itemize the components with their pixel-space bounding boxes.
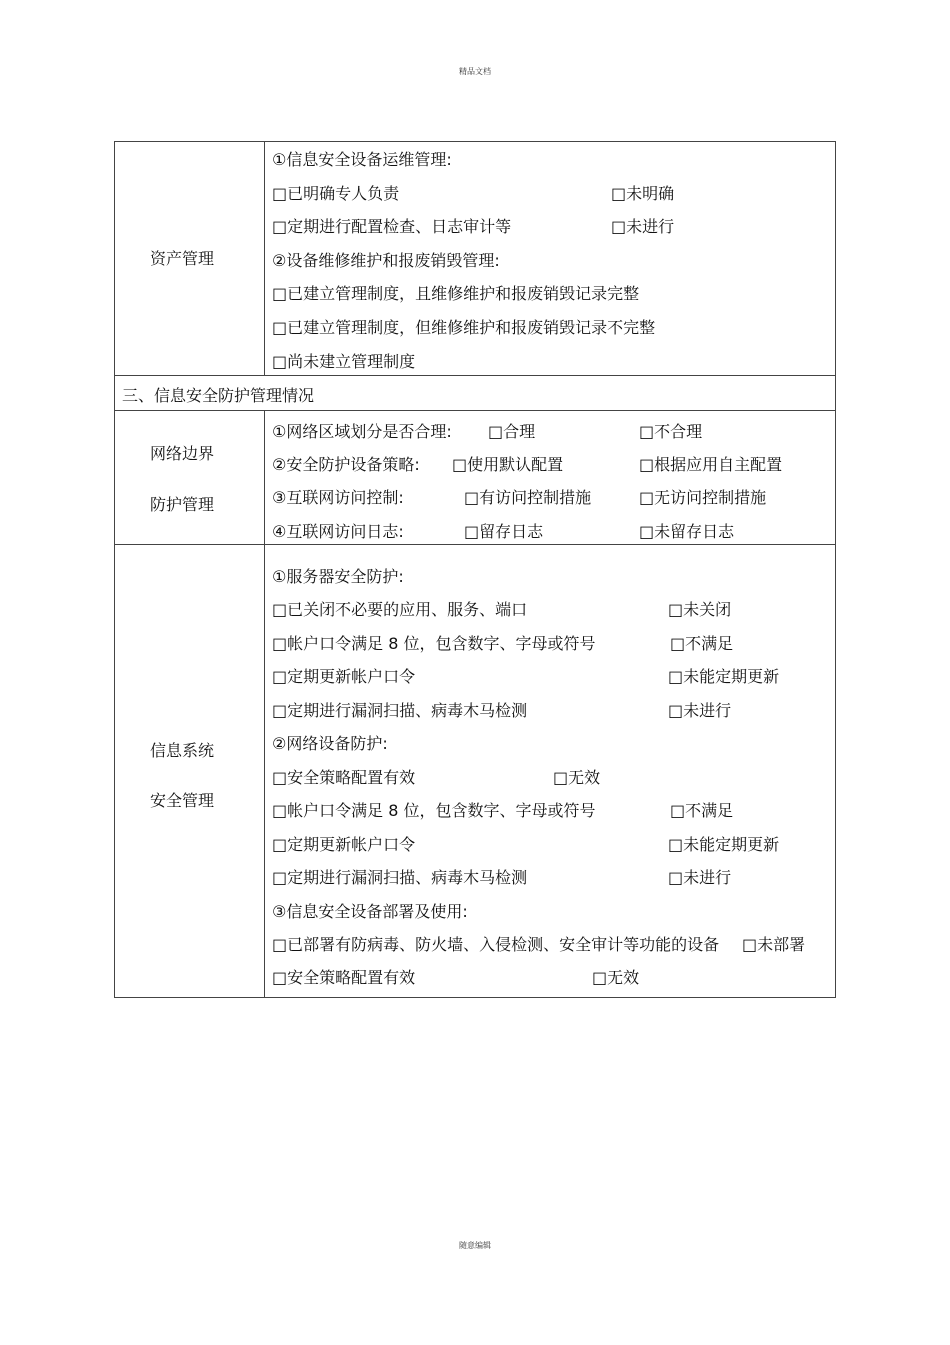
option-default-config[interactable]: □使用默认配置 [452, 455, 564, 474]
option-not-closed[interactable]: □未关闭 [668, 600, 732, 619]
row-label-info-system-2: 安全管理 [150, 791, 215, 810]
question-device-policy: ②安全防护设备策略: [272, 455, 420, 474]
row-label-network-boundary-1: 网络边界 [150, 444, 215, 463]
question-internet-access-control: ③互联网访问控制: [272, 488, 404, 507]
row-label-info-system-1: 信息系统 [150, 741, 215, 760]
option-unreasonable[interactable]: □不合理 [639, 422, 703, 441]
option-no-access-control[interactable]: □无访问控制措施 [639, 488, 767, 507]
option-vuln-scan-server[interactable]: □定期进行漏洞扫描、病毒木马检测 [272, 701, 528, 720]
option-not-performed[interactable]: □未进行 [611, 217, 675, 236]
heading-server-protection: ①服务器安全防护: [272, 567, 404, 586]
option-policy-effective-network[interactable]: □安全策略配置有效 [272, 768, 416, 787]
question-internet-access-log: ④互联网访问日志: [272, 522, 404, 541]
option-policy-ineffective-device[interactable]: □无效 [592, 968, 640, 987]
option-devices-not-deployed[interactable]: □未部署 [742, 935, 806, 954]
option-records-complete[interactable]: □已建立管理制度，且维修维护和报废销毁记录完整 [272, 284, 640, 303]
option-password-policy-network[interactable]: □帐户口令满足 8 位，包含数字、字母或符号 [272, 801, 596, 820]
option-unneeded-closed[interactable]: □已关闭不必要的应用、服务、端口 [272, 600, 528, 619]
option-assigned-person[interactable]: □已明确专人负责 [272, 184, 400, 203]
option-vuln-scan-network[interactable]: □定期进行漏洞扫描、病毒木马检测 [272, 868, 528, 887]
option-periodic-password-update-network[interactable]: □定期更新帐户口令 [272, 835, 416, 854]
heading-network-device-protection: ②网络设备防护: [272, 734, 388, 753]
option-records-incomplete[interactable]: □已建立管理制度，但维修维护和报废销毁记录不完整 [272, 318, 656, 337]
option-custom-config[interactable]: □根据应用自主配置 [639, 455, 783, 474]
option-not-assigned[interactable]: □未明确 [611, 184, 675, 203]
option-no-periodic-update-network[interactable]: □未能定期更新 [668, 835, 780, 854]
section-title-protection: 三、信息安全防护管理情况 [122, 386, 315, 405]
option-periodic-config-check[interactable]: □定期进行配置检查、日志审计等 [272, 217, 512, 236]
row-label-network-boundary-2: 防护管理 [150, 495, 215, 514]
page-footer: 随意编辑 [459, 1241, 491, 1250]
option-password-policy-server[interactable]: □帐户口令满足 8 位，包含数字、字母或符号 [272, 634, 596, 653]
option-password-not-met-network[interactable]: □不满足 [670, 801, 734, 820]
option-password-not-met-server[interactable]: □不满足 [670, 634, 734, 653]
option-no-periodic-update-server[interactable]: □未能定期更新 [668, 667, 780, 686]
option-scan-not-performed-network[interactable]: □未进行 [668, 868, 732, 887]
option-no-system[interactable]: □尚未建立管理制度 [272, 352, 416, 371]
option-policy-ineffective-network[interactable]: □无效 [553, 768, 601, 787]
option-reasonable[interactable]: □合理 [488, 422, 536, 441]
option-devices-deployed[interactable]: □已部署有防病毒、防火墙、入侵检测、安全审计等功能的设备 [272, 935, 720, 954]
option-has-access-control[interactable]: □有访问控制措施 [464, 488, 592, 507]
heading-security-device-deployment: ③信息安全设备部署及使用: [272, 902, 468, 921]
option-log-retained[interactable]: □留存日志 [464, 522, 544, 541]
row-label-asset-management: 资产管理 [150, 249, 215, 268]
option-log-not-retained[interactable]: □未留存日志 [639, 522, 735, 541]
option-policy-effective-device[interactable]: □安全策略配置有效 [272, 968, 416, 987]
asset-heading-maintenance: ①信息安全设备运维管理: [272, 150, 452, 169]
page-header: 精品文档 [459, 67, 491, 76]
option-periodic-password-update-server[interactable]: □定期更新帐户口令 [272, 667, 416, 686]
asset-heading-repair-disposal: ②设备维修维护和报废销毁管理: [272, 251, 500, 270]
option-scan-not-performed-server[interactable]: □未进行 [668, 701, 732, 720]
question-zone-division: ①网络区域划分是否合理: [272, 422, 452, 441]
